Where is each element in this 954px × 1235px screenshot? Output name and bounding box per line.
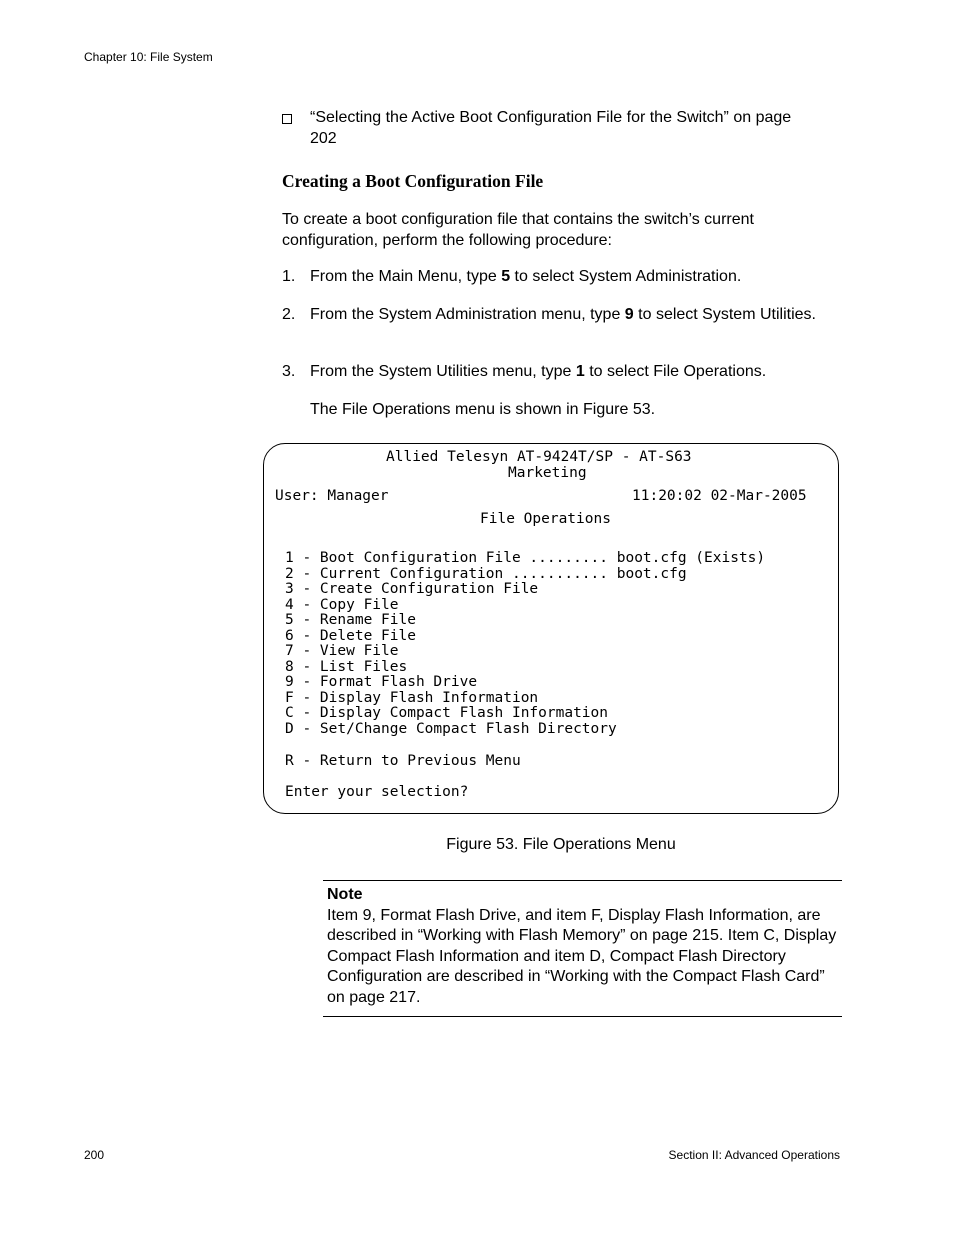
menu-item-3: 3 - Create Configuration File [285, 581, 539, 597]
step-key: 1 [575, 363, 585, 380]
step-1 [282, 267, 822, 288]
running-header: Chapter 10: File System [84, 50, 213, 64]
step-text [310, 305, 822, 326]
menu-item-5: 5 - Rename File [285, 612, 416, 628]
figure-caption: Figure 53. File Operations Menu [446, 836, 676, 853]
note-box [323, 880, 842, 1017]
menu-item-8: 8 - List Files [285, 658, 408, 675]
terminal-menu-list [285, 551, 765, 737]
menu-item-9: 9 - Format Flash Drive [285, 674, 478, 690]
section-heading: Creating a Boot Configuration File [282, 171, 544, 191]
step-3 [282, 362, 822, 383]
step-key: 9 [624, 306, 634, 323]
menu-item-2: 2 - Current Configuration ........... boot.cfg [285, 565, 687, 582]
intro-paragraph: To create a boot configuration file that contains the switch’s current configuration, perform the following procedure: [282, 211, 754, 249]
terminal-datetime: 11:20:02 02-Mar-2005 [632, 488, 807, 504]
menu-item-4: 4 - Copy File [285, 596, 399, 613]
terminal-title-1: Allied Telesyn AT-9424T/SP - AT-S63 [386, 449, 692, 465]
step-text-post: to select System Utilities. [633, 306, 816, 323]
menu-item-1: 1 - Boot Configuration File ......... boot.cfg (Exists) [285, 550, 766, 566]
step-number: 2. [282, 306, 296, 323]
terminal-title-2: Marketing [508, 465, 587, 481]
step-text-pre: From the System Administration menu, type [310, 306, 625, 323]
step-number: 3. [282, 363, 296, 380]
note-text: Item 9, Format Flash Drive, and item F, Display Flash Information, are described in “Working with Flash Memory” on page 215. Item C, Display Compact Flash Information and item D, Compact Flash Directory Configuration are described in “Working with the Compact Flash Card” on page 217. [327, 906, 837, 1006]
after-steps-text [282, 400, 822, 421]
menu-item-f: F - Display Flash Information [285, 689, 539, 706]
after-steps-label: The File Operations menu is shown in Figure 53. [310, 401, 656, 418]
step-text [310, 267, 822, 288]
step-2 [282, 305, 822, 326]
terminal-menu-title: File Operations [480, 511, 611, 527]
step-key: 5 [501, 268, 511, 285]
bullet-text: “Selecting the Active Boot Configuration File for the Switch” on page 202 [310, 109, 792, 147]
menu-item-return: R - Return to Previous Menu [285, 753, 521, 769]
menu-item-c: C - Display Compact Flash Information [285, 705, 609, 721]
running-footer: Section II: Advanced Operations [668, 1148, 840, 1162]
step-text-pre: From the Main Menu, type [310, 268, 502, 285]
note-title: Note [327, 886, 363, 903]
step-text [310, 362, 822, 383]
terminal-user: User: Manager [275, 488, 389, 504]
step-text-post: to select System Administration. [510, 268, 742, 285]
terminal-screen [263, 443, 839, 814]
step-text-post: to select File Operations. [584, 363, 767, 380]
menu-item-6: 6 - Delete File [285, 627, 416, 644]
menu-item-d: D - Set/Change Compact Flash Directory [285, 720, 617, 737]
page-number: 200 [84, 1148, 105, 1162]
square-bullet-icon [282, 114, 292, 124]
step-text-pre: From the System Utilities menu, type [310, 363, 576, 380]
step-number: 1. [282, 268, 296, 285]
terminal-prompt: Enter your selection? [285, 784, 469, 800]
bullet-item [282, 108, 802, 149]
menu-item-7: 7 - View File [285, 643, 399, 659]
